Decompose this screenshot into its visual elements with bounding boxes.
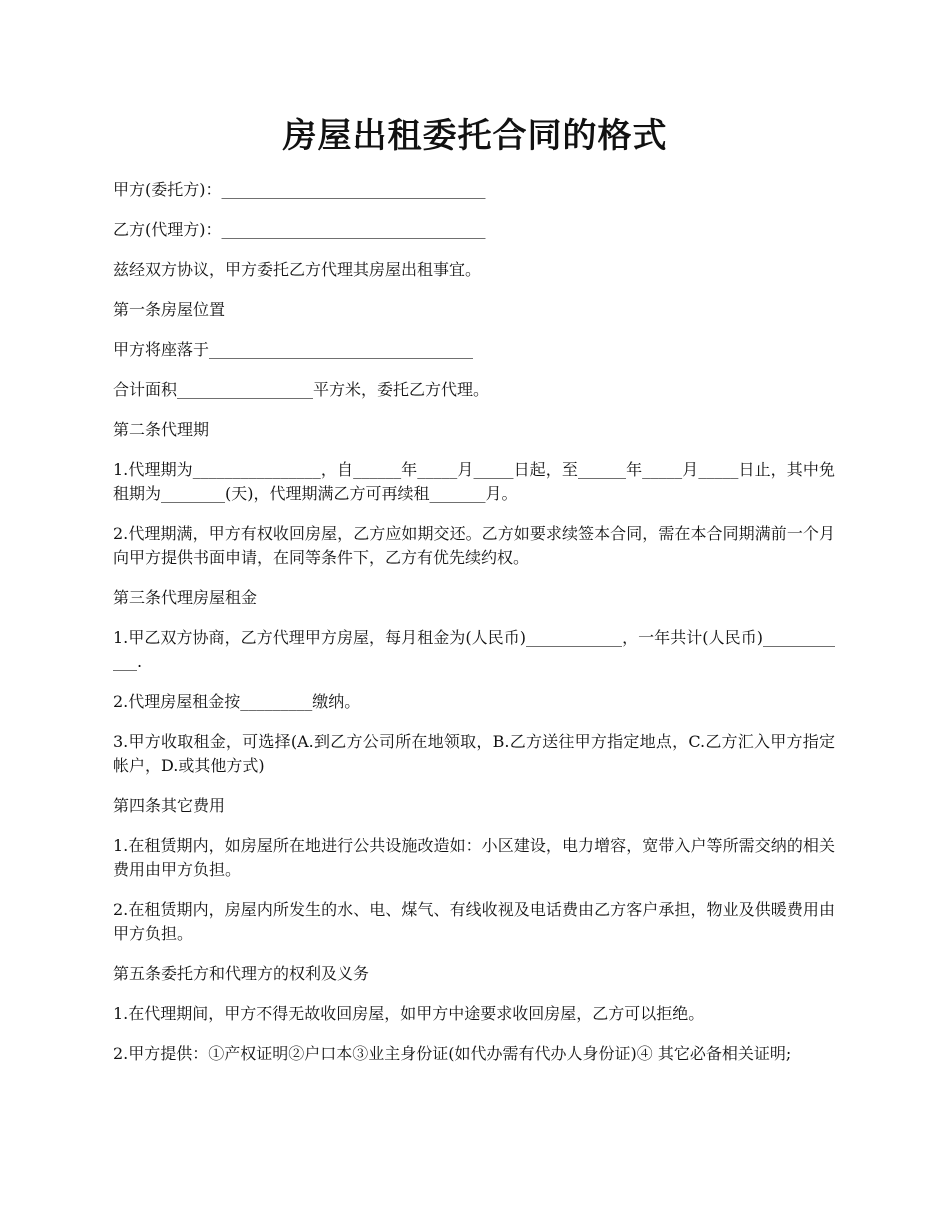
party-b-line: 乙方(代理方)：_________________________________ — [113, 220, 486, 239]
document-title: 房屋出租委托合同的格式 — [282, 116, 668, 156]
article-2-clause-2: 2.代理期满，甲方有权收回房屋，乙方应如期交还。乙方如要求续签本合同，需在本合同期满前一个月向甲方提供书面申请，在同等条件下，乙方有优先续约权。 — [113, 524, 835, 567]
party-a-line: 甲方(委托方)：_________________________________ — [113, 180, 486, 199]
area-line: 合计面积_________________平方米，委托乙方代理。 — [113, 380, 490, 399]
article-5-clause-1: 1.在代理期间，甲方不得无故收回房屋，如甲方中途要求收回房屋，乙方可以拒绝。 — [113, 1004, 705, 1023]
article-2-clause-1: 1.代理期为________________，自______年_____月_____日起，至______年_____月_____日止，其中免租期为________(天)，代理期满乙方可再续租_______月。 — [113, 460, 835, 503]
article-5-heading: 第五条委托方和代理方的权利及义务 — [113, 964, 370, 983]
article-4-clause-2: 2.在租赁期内，房屋内所发生的水、电、煤气、有线收视及电话费由乙方客户承担，物业及供暖费用由甲方负担。 — [113, 900, 835, 943]
document-body — [113, 178, 835, 1082]
article-3-clause-3: 3.甲方收取租金，可选择(A.到乙方公司所在地领取，B.乙方送往甲方指定地点，C.乙方汇入甲方指定帐户，D.或其他方式) — [113, 732, 835, 775]
article-3-heading: 第三条代理房屋租金 — [113, 588, 258, 607]
article-2-heading: 第二条代理期 — [113, 420, 210, 439]
article-4-heading: 第四条其它费用 — [113, 796, 226, 815]
location-line: 甲方将座落于_________________________________ — [113, 340, 474, 359]
article-3-clause-2: 2.代理房屋租金按_________缴纳。 — [113, 692, 361, 711]
article-1-heading: 第一条房屋位置 — [113, 300, 226, 319]
article-3-clause-1: 1.甲乙双方协商，乙方代理甲方房屋，每月租金为(人民币)____________，一年共计(人民币)____________. — [113, 628, 835, 671]
agreement-intro: 兹经双方协议，甲方委托乙方代理其房屋出租事宜。 — [113, 260, 482, 279]
article-4-clause-1: 1.在租赁期内，如房屋所在地进行公共设施改造如：小区建设，电力增容，宽带入户等所需交纳的相关费用由甲方负担。 — [113, 836, 835, 879]
article-5-clause-2: 2.甲方提供：①产权证明②户口本③业主身份证(如代办需有代办人身份证)④ 其它必备相关证明; — [113, 1044, 792, 1063]
